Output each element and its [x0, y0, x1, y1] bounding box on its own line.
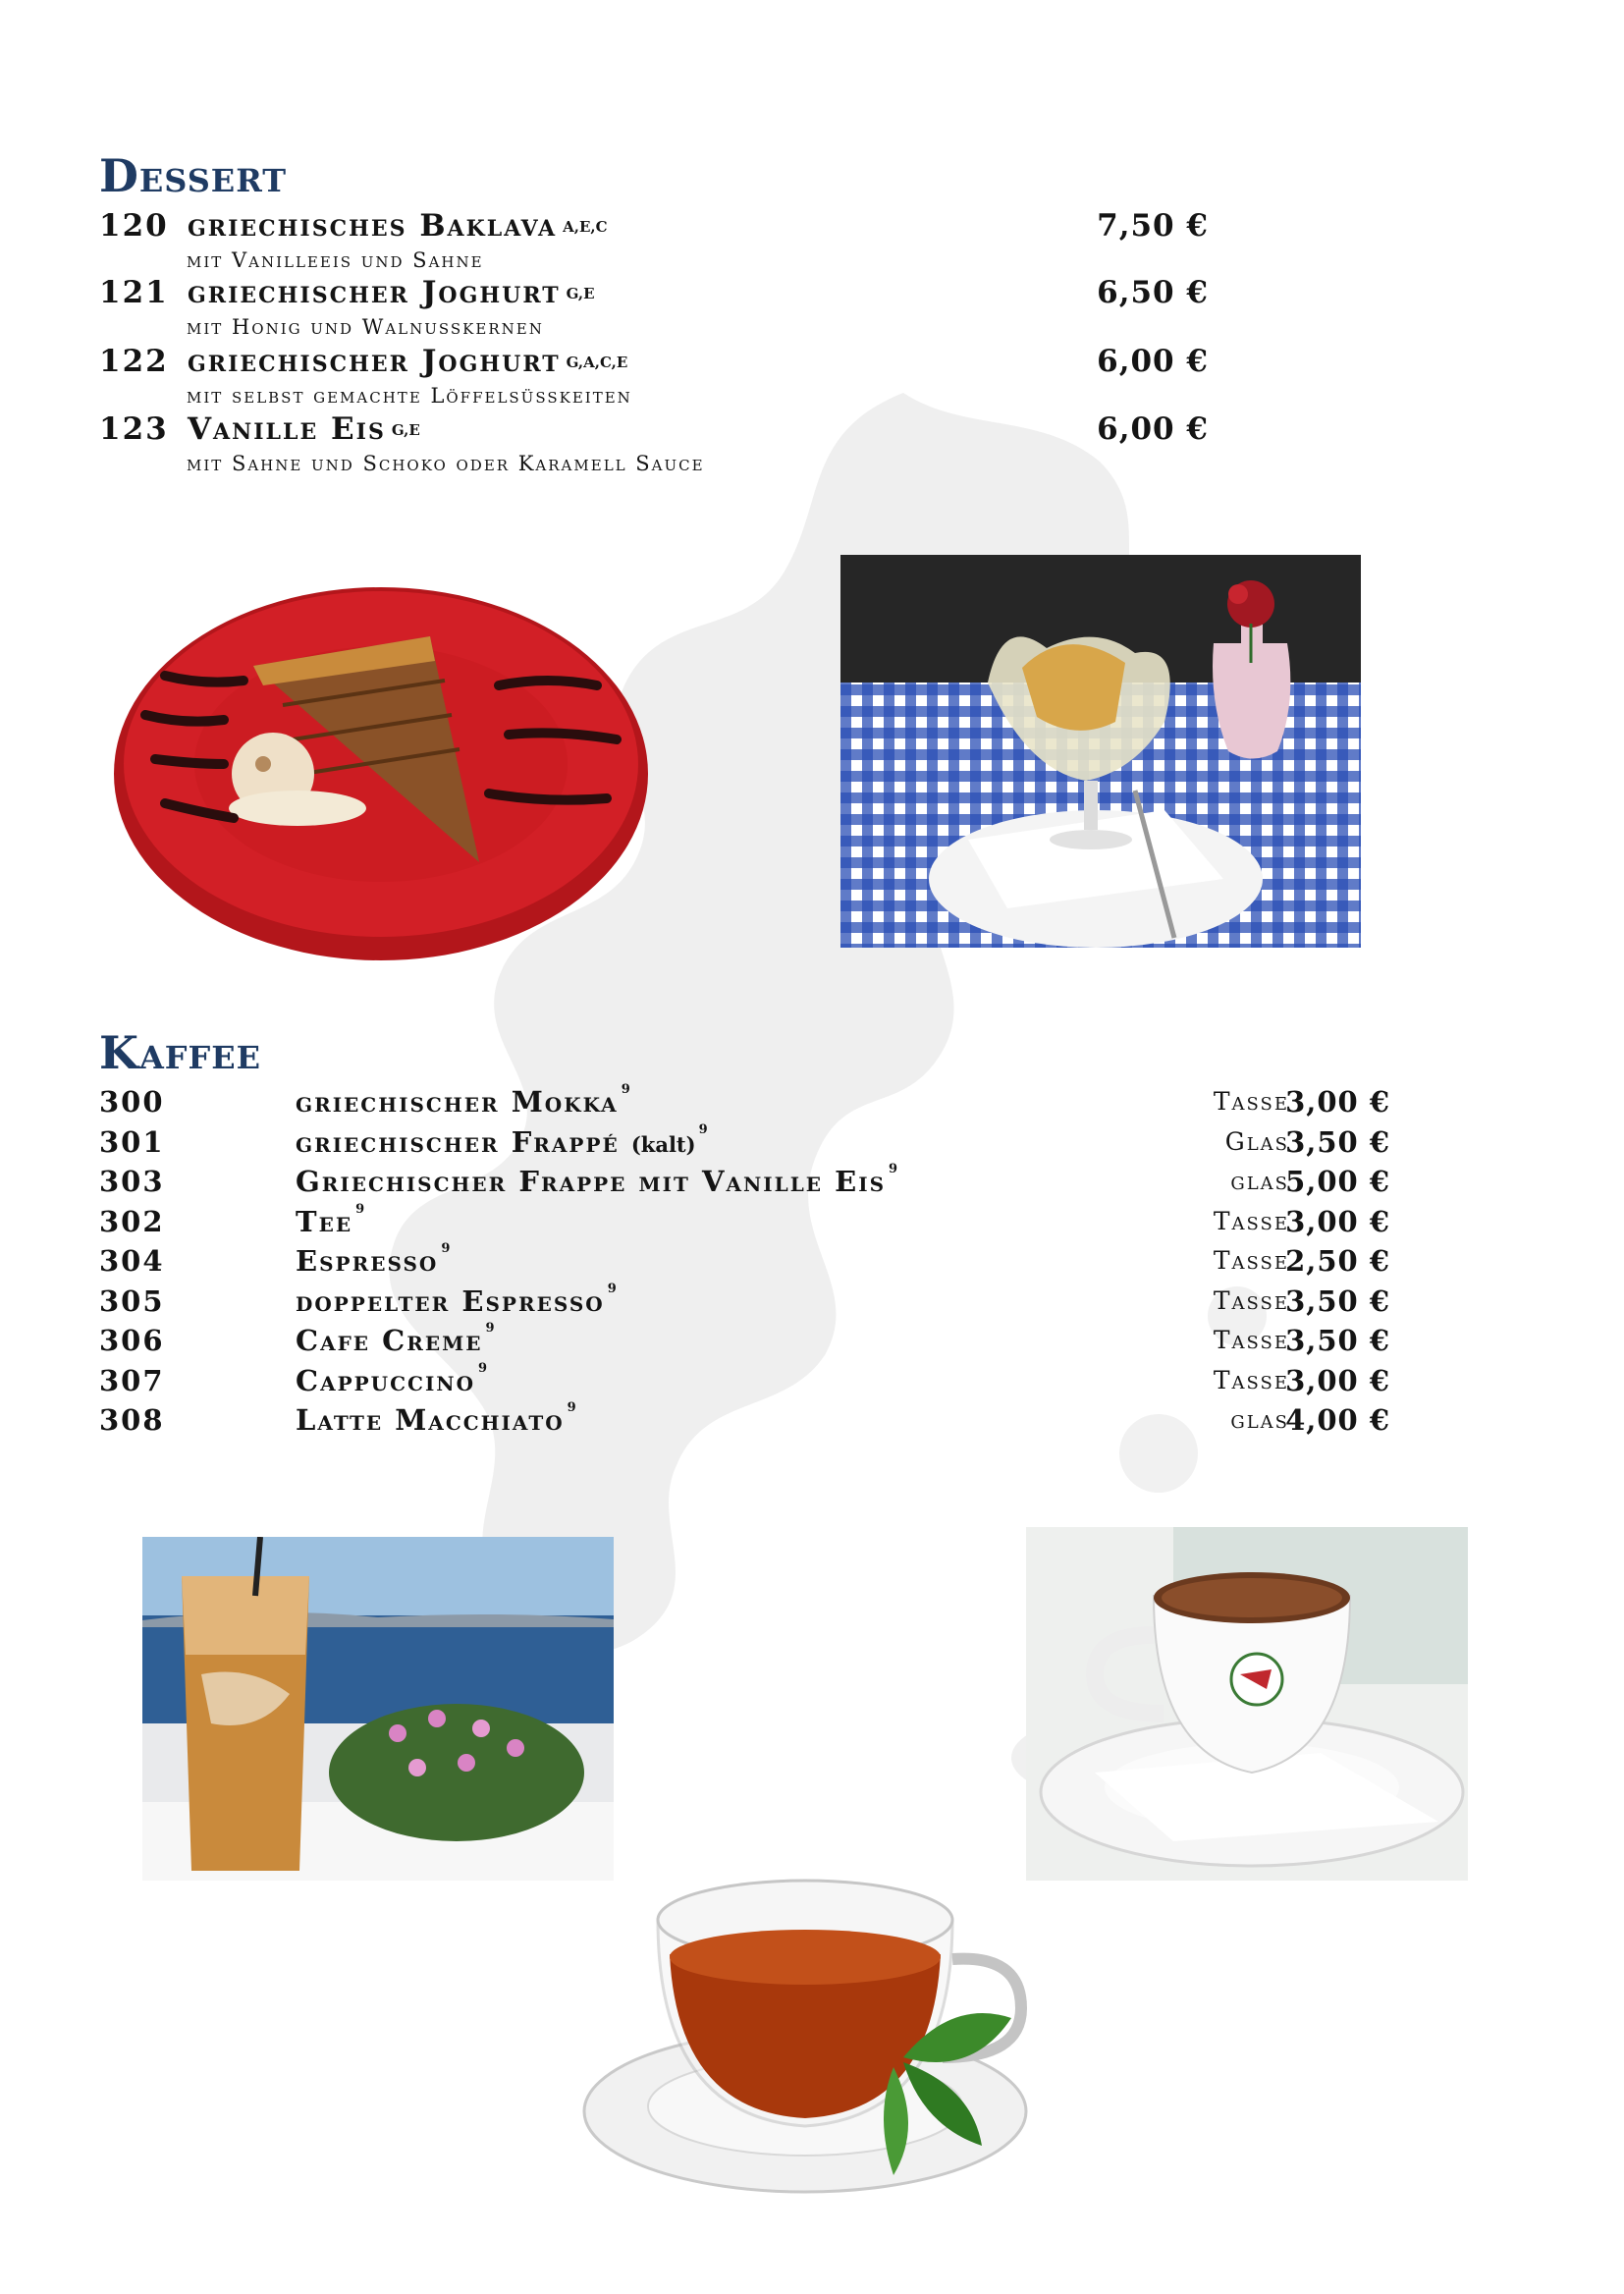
item-number: 300: [99, 1085, 165, 1119]
item-number: 305: [99, 1284, 165, 1318]
serving-unit: Tasse: [1213, 1246, 1289, 1275]
serving-unit: Tasse: [1213, 1285, 1289, 1315]
kaffee-heading: Kaffee: [99, 1026, 262, 1079]
item-name-line: [296, 1082, 632, 1119]
allergen-codes: G,A,C,E: [566, 354, 628, 371]
item-name-line: [296, 1400, 578, 1437]
kaffee-item: [99, 1162, 1390, 1204]
kaffee-item: [99, 1121, 1390, 1165]
item-name: Tee: [296, 1204, 353, 1238]
item-number: 302: [99, 1204, 165, 1238]
item-price: 3,00 €: [1285, 1085, 1390, 1119]
allergen-codes: G,E: [566, 285, 595, 302]
item-name-line: [296, 1121, 710, 1159]
additive-code: 9: [698, 1121, 710, 1137]
item-description: mit Vanilleeis und Sahne: [187, 248, 484, 272]
kaffee-item: [99, 1281, 1390, 1324]
item-price: 3,50 €: [1285, 1324, 1390, 1357]
item-price: 3,50 €: [1285, 1284, 1390, 1318]
kaffee-item: [99, 1321, 1390, 1363]
item-name: Cafe Creme: [296, 1324, 483, 1357]
item-price: 5,00 €: [1285, 1165, 1390, 1198]
kaffee-item: [99, 1360, 1390, 1403]
dessert-item: [99, 411, 1209, 476]
item-description: mit Honig und Walnusskernen: [187, 315, 544, 339]
additive-code: 9: [355, 1201, 367, 1217]
additive-code: 9: [567, 1400, 578, 1415]
item-name-line: [296, 1321, 497, 1357]
serving-unit: Tasse: [1213, 1365, 1289, 1394]
item-name-line: [296, 1162, 900, 1198]
item-price: 4,00 €: [1285, 1403, 1390, 1437]
kaffee-item: [99, 1400, 1390, 1443]
item-price: 3,00 €: [1285, 1363, 1390, 1397]
allergen-codes: G,E: [391, 421, 420, 439]
dessert-item: [99, 344, 1209, 409]
item-price: 7,50 €: [1097, 208, 1209, 244]
item-number: 307: [99, 1363, 165, 1397]
additive-code: 9: [621, 1082, 632, 1097]
allergen-codes: A,E,C: [563, 218, 608, 236]
item-price: 3,00 €: [1285, 1204, 1390, 1238]
item-number: 122: [99, 344, 169, 379]
item-name: griechischer Joghurt: [188, 275, 561, 310]
item-name: Vanille Eis: [188, 411, 386, 447]
baklava-photo: [106, 568, 656, 960]
item-name: griechischer Frappé: [296, 1124, 620, 1159]
item-name: Latte Macchiato: [296, 1403, 565, 1437]
item-price: 2,50 €: [1285, 1244, 1390, 1278]
item-name: Griechischer Frappe mit Vanille Eis: [296, 1165, 887, 1198]
serving-unit: glas: [1230, 1167, 1289, 1195]
kaffee-item: [99, 1201, 1390, 1244]
dessert-item: [99, 208, 1209, 273]
dessert-item: [99, 275, 1209, 340]
vanilla-ice-cream-photo: [840, 555, 1361, 948]
item-name: doppelter Espresso: [296, 1284, 605, 1318]
item-number: 308: [99, 1403, 165, 1437]
item-description: mit Sahne und Schoko oder Karamell Sauce: [187, 452, 705, 475]
item-note: (kalt): [630, 1131, 696, 1157]
tea-photo: [579, 1861, 1051, 2214]
additive-code: 9: [478, 1360, 490, 1376]
item-number: 121: [99, 275, 169, 310]
item-name: griechischer Mokka: [296, 1085, 619, 1119]
frappe-photo: [142, 1537, 614, 1881]
item-price: 6,50 €: [1097, 275, 1209, 310]
item-name: griechischer Joghurt: [188, 344, 561, 379]
additive-code: 9: [607, 1281, 619, 1296]
item-number: 120: [99, 208, 169, 244]
serving-unit: Tasse: [1213, 1087, 1289, 1116]
item-price: 6,00 €: [1097, 344, 1209, 379]
item-name: griechisches Baklava: [188, 208, 558, 244]
serving-unit: Tasse: [1213, 1206, 1289, 1235]
item-name-line: [296, 1241, 453, 1278]
item-number: 301: [99, 1124, 165, 1159]
item-number: 306: [99, 1324, 165, 1357]
serving-unit: Glas: [1224, 1126, 1289, 1156]
item-number: 303: [99, 1165, 165, 1198]
kaffee-item: [99, 1241, 1390, 1284]
additive-code: 9: [889, 1162, 900, 1176]
kaffee-item: [99, 1082, 1390, 1124]
item-price: 3,50 €: [1285, 1124, 1390, 1159]
additive-code: 9: [485, 1321, 497, 1336]
dessert-heading: Dessert: [99, 149, 288, 202]
item-number: 304: [99, 1244, 165, 1278]
item-price: 6,00 €: [1097, 411, 1209, 447]
item-name-line: [296, 1360, 490, 1397]
item-name-line: [296, 1281, 619, 1318]
item-name: Espresso: [296, 1244, 439, 1278]
item-number: 123: [99, 411, 169, 447]
item-name-line: [296, 1201, 367, 1238]
additive-code: 9: [441, 1241, 453, 1256]
item-name: Cappuccino: [296, 1363, 476, 1397]
item-description: mit selbst gemachte Löffelsüsskeiten: [187, 384, 632, 408]
greek-coffee-photo: [1026, 1527, 1468, 1881]
serving-unit: glas: [1230, 1405, 1289, 1434]
serving-unit: Tasse: [1213, 1326, 1289, 1354]
